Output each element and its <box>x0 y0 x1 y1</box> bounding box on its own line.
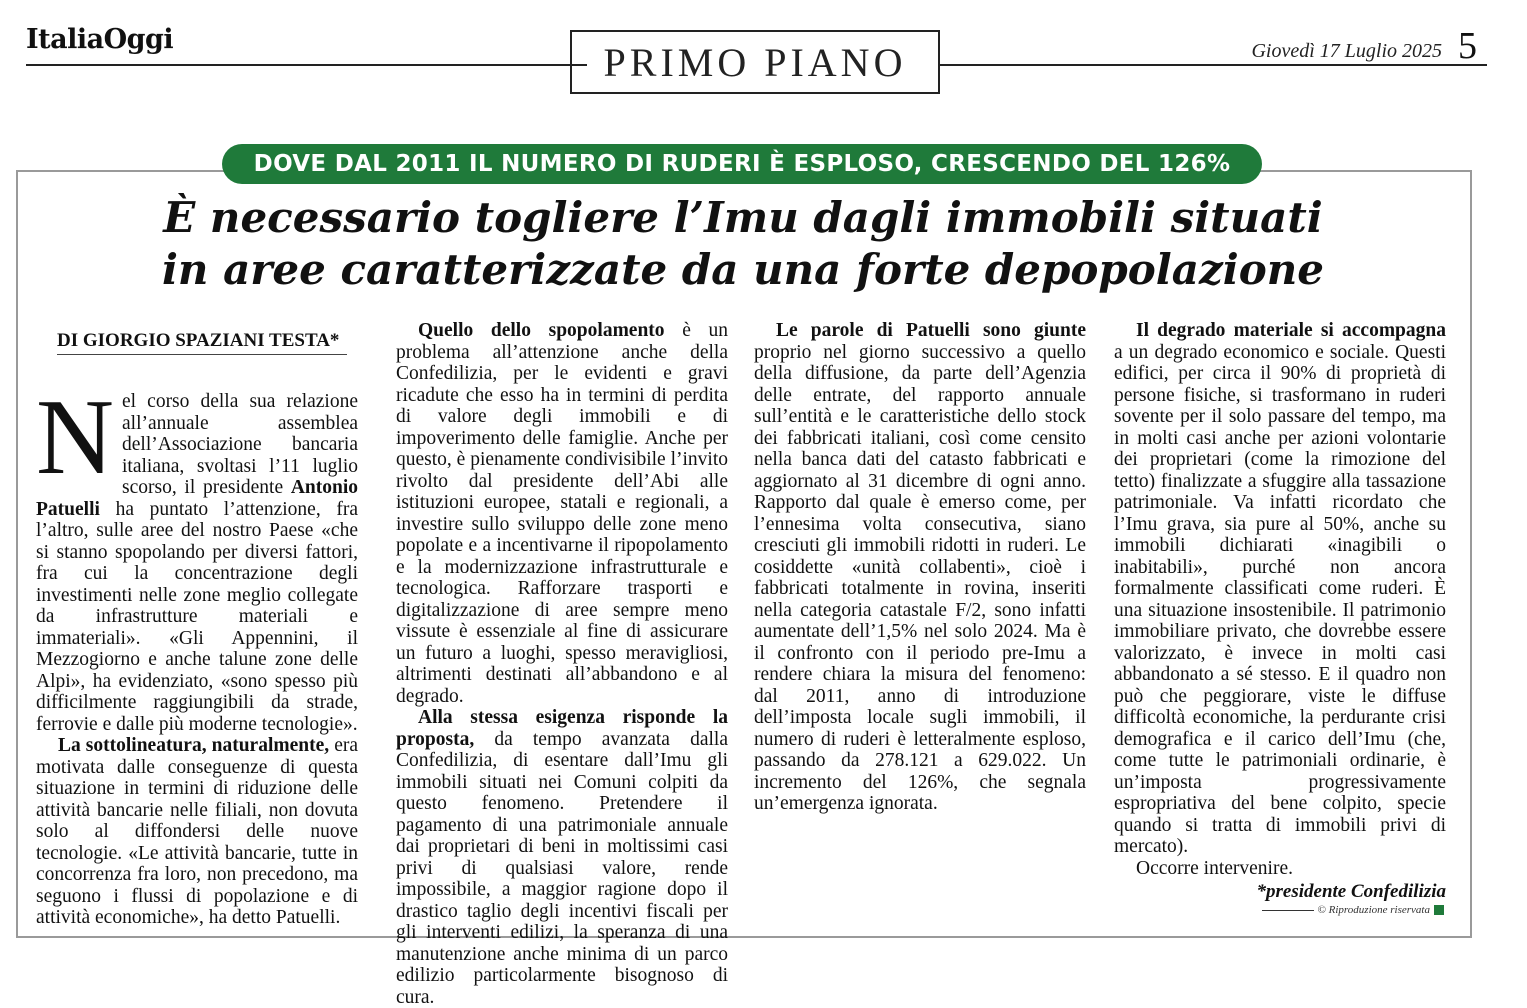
paragraph-5 <box>754 320 1086 815</box>
reproduction-rule <box>1262 910 1314 911</box>
article-column-3 <box>754 320 1086 815</box>
reproduction-notice <box>1262 903 1444 917</box>
paragraph-1-name: Antonio Patuelli <box>36 477 358 520</box>
masthead-logo: ItaliaOggi <box>26 24 174 55</box>
paragraph-1 <box>36 378 358 735</box>
byline-rule <box>57 354 347 355</box>
article-column-4 <box>1114 320 1446 903</box>
paragraph-4-lead: Alla stessa esigenza risponde la proposta, <box>396 707 728 750</box>
paragraph-3-text: è un problema all’attenzione anche della Confedilizia, per le evidenti e gravi ricadute che esso ha in termini di perdita di valore degli immobili e di impoverimento delle famiglie. Anche per questo, è pienamente condivisibile l’invito rivolto dal presidente dell’Abi alle istituzioni europee, statali e regionali, a investire sullo sviluppo delle zone meno popolate e a incentivarne il ripopolamento e la modernizzazione infrastrutturale e tecnologica. Rafforzare trasporti e digitalizzazione di aree sempre meno vissute è essenziale al fine di assicurare un futuro a luoghi, spesso meravigliosi, altrimenti destinati all’abbandono e al degrado. <box>396 320 728 707</box>
end-square-icon <box>1434 905 1444 915</box>
paragraph-4 <box>396 707 728 1008</box>
paragraph-1-rest: ha puntato l’attenzione, fra l’altro, sulle aree del nostro Paese «che si stanno spopolando per diversi fattori, fra cui la concentrazione degli investimenti nelle zone meglio collegate da infrastrutture materiali e immateriali». «Gli Appennini, il Mezzogiorno e anche talune zone delle Alpi», ha evidenziato, «sono spesso più difficilmente raggiungibili da strade, ferrovie e dalle più moderne tecnologie». <box>36 498 358 735</box>
page-number: 5 <box>1458 25 1477 67</box>
article-column-1 <box>36 378 359 929</box>
paragraph-3-lead: Quello dello spopolamento <box>418 320 665 341</box>
paragraph-7: Occorre intervenire. <box>1136 857 1293 879</box>
headline-line-2: in aree caratterizzate da una forte depopolazione <box>161 245 1325 294</box>
article-headline <box>40 192 1446 296</box>
author-signature: *presidente Confedilizia <box>1256 881 1446 902</box>
paragraph-6 <box>1114 320 1446 858</box>
article-kicker: DOVE DAL 2011 IL NUMERO DI RUDERI È ESPLOSO, CRESCENDO DEL 126% <box>222 144 1262 184</box>
paragraph-1-text: el corso della sua relazione all’annuale assemblea dell’Associazione bancaria italiana, svoltasi l’11 luglio scorso, il presidente <box>122 391 358 498</box>
paragraph-2-text: era motivata dalle conseguenze di questa situazione in termini di riduzione delle attività bancarie nelle filiali, non dovuta solo al diffondersi delle nuove tecnologie. «Le attività bancarie, tutte in concorrenza fra loro, non precedono, ma seguono i flussi di popolazione e di attività economiche», ha detto Patuelli. <box>36 735 359 928</box>
section-label-box <box>570 30 940 94</box>
headline-line-1: È necessario togliere l’Imu dagli immobili situati <box>163 193 1323 242</box>
paragraph-5-text: proprio nel giorno successivo a quello della diffusione, da parte dell’Agenzia delle entrate, del rapporto annuale sull’entità e le caratteristiche dello stock dei fabbricati italiani, così come censito nella banca dati del catasto fabbricati e aggiornato al 31 dicembre di ogni anno. Rapporto dal quale è emerso come, per l’ennesima volta consecutiva, siano cresciuti gli immobili ridotti in ruderi. Le cosiddette «unità collabenti», cioè i fabbricati totalmente in rovina, inseriti nella categoria catastale F/2, sono infatti aumentate dell’1,5% nel solo 2024. Ma è il confronto con il periodo pre-Imu a rendere chiara la misura del fenomeno: dal 2011, anno di introduzione dell’imposta locale sugli immobili, il numero di ruderi è letteralmente esploso, passando da 278.121 a 629.022. Un incremento del 126%, che segnala un’emergenza ignorata. <box>754 341 1086 814</box>
paragraph-5-lead: Le parole di Patuelli sono giunte <box>776 320 1086 341</box>
article-column-2 <box>396 320 728 1008</box>
paragraph-2-lead: La sottolineatura, naturalmente, <box>58 735 330 756</box>
drop-cap: N <box>36 378 114 497</box>
paragraph-3 <box>396 320 728 707</box>
paragraph-6-lead: Il degrado materiale si accompagna <box>1136 320 1446 341</box>
paragraph-4-text: da tempo avanzata dalla Confedilizia, di esentare dall’Imu gli immobili situati nei Comuni colpiti da questo fenomeno. Pretendere il pagamento di una patrimoniale annuale dai proprietari di beni in moltissimi casi privi di qualsiasi valore, rende impossibile, a maggior ragione dopo il drastico taglio degli incentivi fiscali per gli interventi edilizi, la speranza di una manutenzione anche minima di un parco edilizio particolarmente bisognoso di cura. <box>396 728 728 1008</box>
header-rule-left <box>26 64 587 66</box>
article-byline: DI GIORGIO SPAZIANI TESTA* <box>57 330 340 351</box>
reproduction-text: © Riproduzione riservata <box>1317 904 1430 916</box>
paragraph-6-text: a un degrado economico e sociale. Questi edifici, per circa il 90% di proprietà di persone fisiche, si trasformano in ruderi sovente per il solo passare del tempo, ma in molti casi anche per azioni volontarie dei proprietari (come la rimozione del tetto) finalizzate a sfuggire alla tassazione patrimoniale. Va infatti ricordato che l’Imu grava, sia pure al 50%, anche su immobili dichiarati «inagibili o inabitabili», purché non ancora formalmente classificati come ruderi. È una situazione insostenibile. Il patrimonio immobiliare privato, che dovrebbe essere valorizzato, è invece in molti casi abbandonato a sé stesso. E il quadro non può che peggiorare, viste le diffuse difficoltà economiche, la perdurante crisi demografica e il carico dell’Imu (che, come tutte le patrimoniali ordinarie, è un’imposta progressivamente espropriativa del bene colpito, specie quando si tratta di immobili privi di mercato). <box>1114 341 1446 857</box>
header-rule-right <box>940 64 1487 66</box>
section-label: PRIMO PIANO <box>603 39 907 85</box>
issue-date: Giovedì 17 Luglio 2025 <box>1251 40 1442 62</box>
paragraph-2 <box>36 735 358 929</box>
